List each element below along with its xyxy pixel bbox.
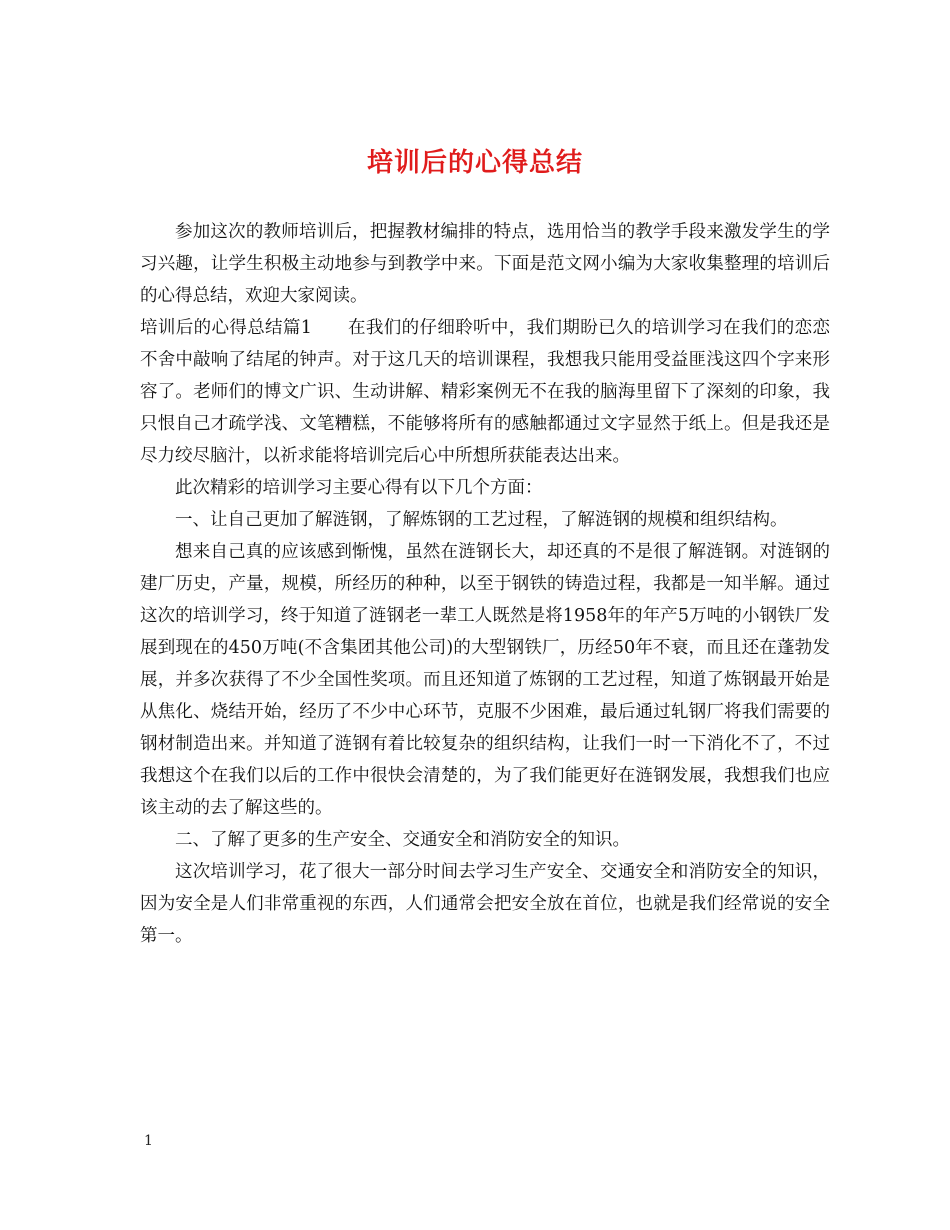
document-body [140, 216, 830, 952]
paragraph-section-1: 培训后的心得总结篇1 在我们的仔细聆听中，我们期盼已久的培训学习在我们的恋恋不舍中敲响了结尾的钟声。对于这几天的培训课程，我想我只能用受益匪浅这四个字来形容了。老师们的博文广识、生动讲解、精彩案例无不在我的脑海里留下了深刻的印象，我只恨自己才疏学浅、文笔糟糕，不能够将所有的感触都通过文字显然于纸上。但是我还是尽力绞尽脑汁，以祈求能将培训完后心中所想所获能表达出来。 [140, 318, 830, 466]
paragraph-point-2-heading: 二、了解了更多的生产安全、交通安全和消防安全的知识。 [175, 830, 630, 850]
paragraph-point-2-body: 这次培训学习，花了很大一部分时间去学习生产安全、交通安全和消防安全的知识，因为安全是人们非常重视的东西，人们通常会把安全放在首位，也就是我们经常说的安全第一。 [140, 862, 830, 946]
paragraph-point-1-heading: 一、让自己更加了解涟钢，了解炼钢的工艺过程，了解涟钢的规模和组织结构。 [175, 510, 788, 530]
paragraph-aspects: 此次精彩的培训学习主要心得有以下几个方面： [175, 478, 543, 498]
document-title: 培训后的心得总结 [366, 148, 583, 178]
page-number: 1 [144, 1133, 153, 1149]
paragraph-intro: 参加这次的教师培训后，把握教材编排的特点，选用恰当的教学手段来激发学生的学习兴趣，让学生积极主动地参与到教学中来。下面是范文网小编为大家收集整理的培训后的心得总结，欢迎大家阅读。 [140, 222, 830, 306]
paragraph-point-1-body: 想来自己真的应该感到惭愧，虽然在涟钢长大，却还真的不是很了解涟钢。对涟钢的建厂历史，产量，规模，所经历的种种，以至于钢铁的铸造过程，我都是一知半解。通过这次的培训学习，终于知道了涟钢老一辈工人既然是将1958年的年产5万吨的小钢铁厂发展到现在的450万吨(不含集团其他公司)的大型钢铁厂，历经50年不衰，而且还在蓬勃发展，并多次获得了不少全国性奖项。而且还知道了炼钢的工艺过程，知道了炼钢最开始是从焦化、烧结开始，经历了不少中心环节，克服不少困难，最后通过轧钢厂将我们需要的钢材制造出来。并知道了涟钢有着比较复杂的组织结构，让我们一时一下消化不了，不过我想这个在我们以后的工作中很快会清楚的，为了我们能更好在涟钢发展，我想我们也应该主动的去了解这些的。 [140, 542, 830, 818]
